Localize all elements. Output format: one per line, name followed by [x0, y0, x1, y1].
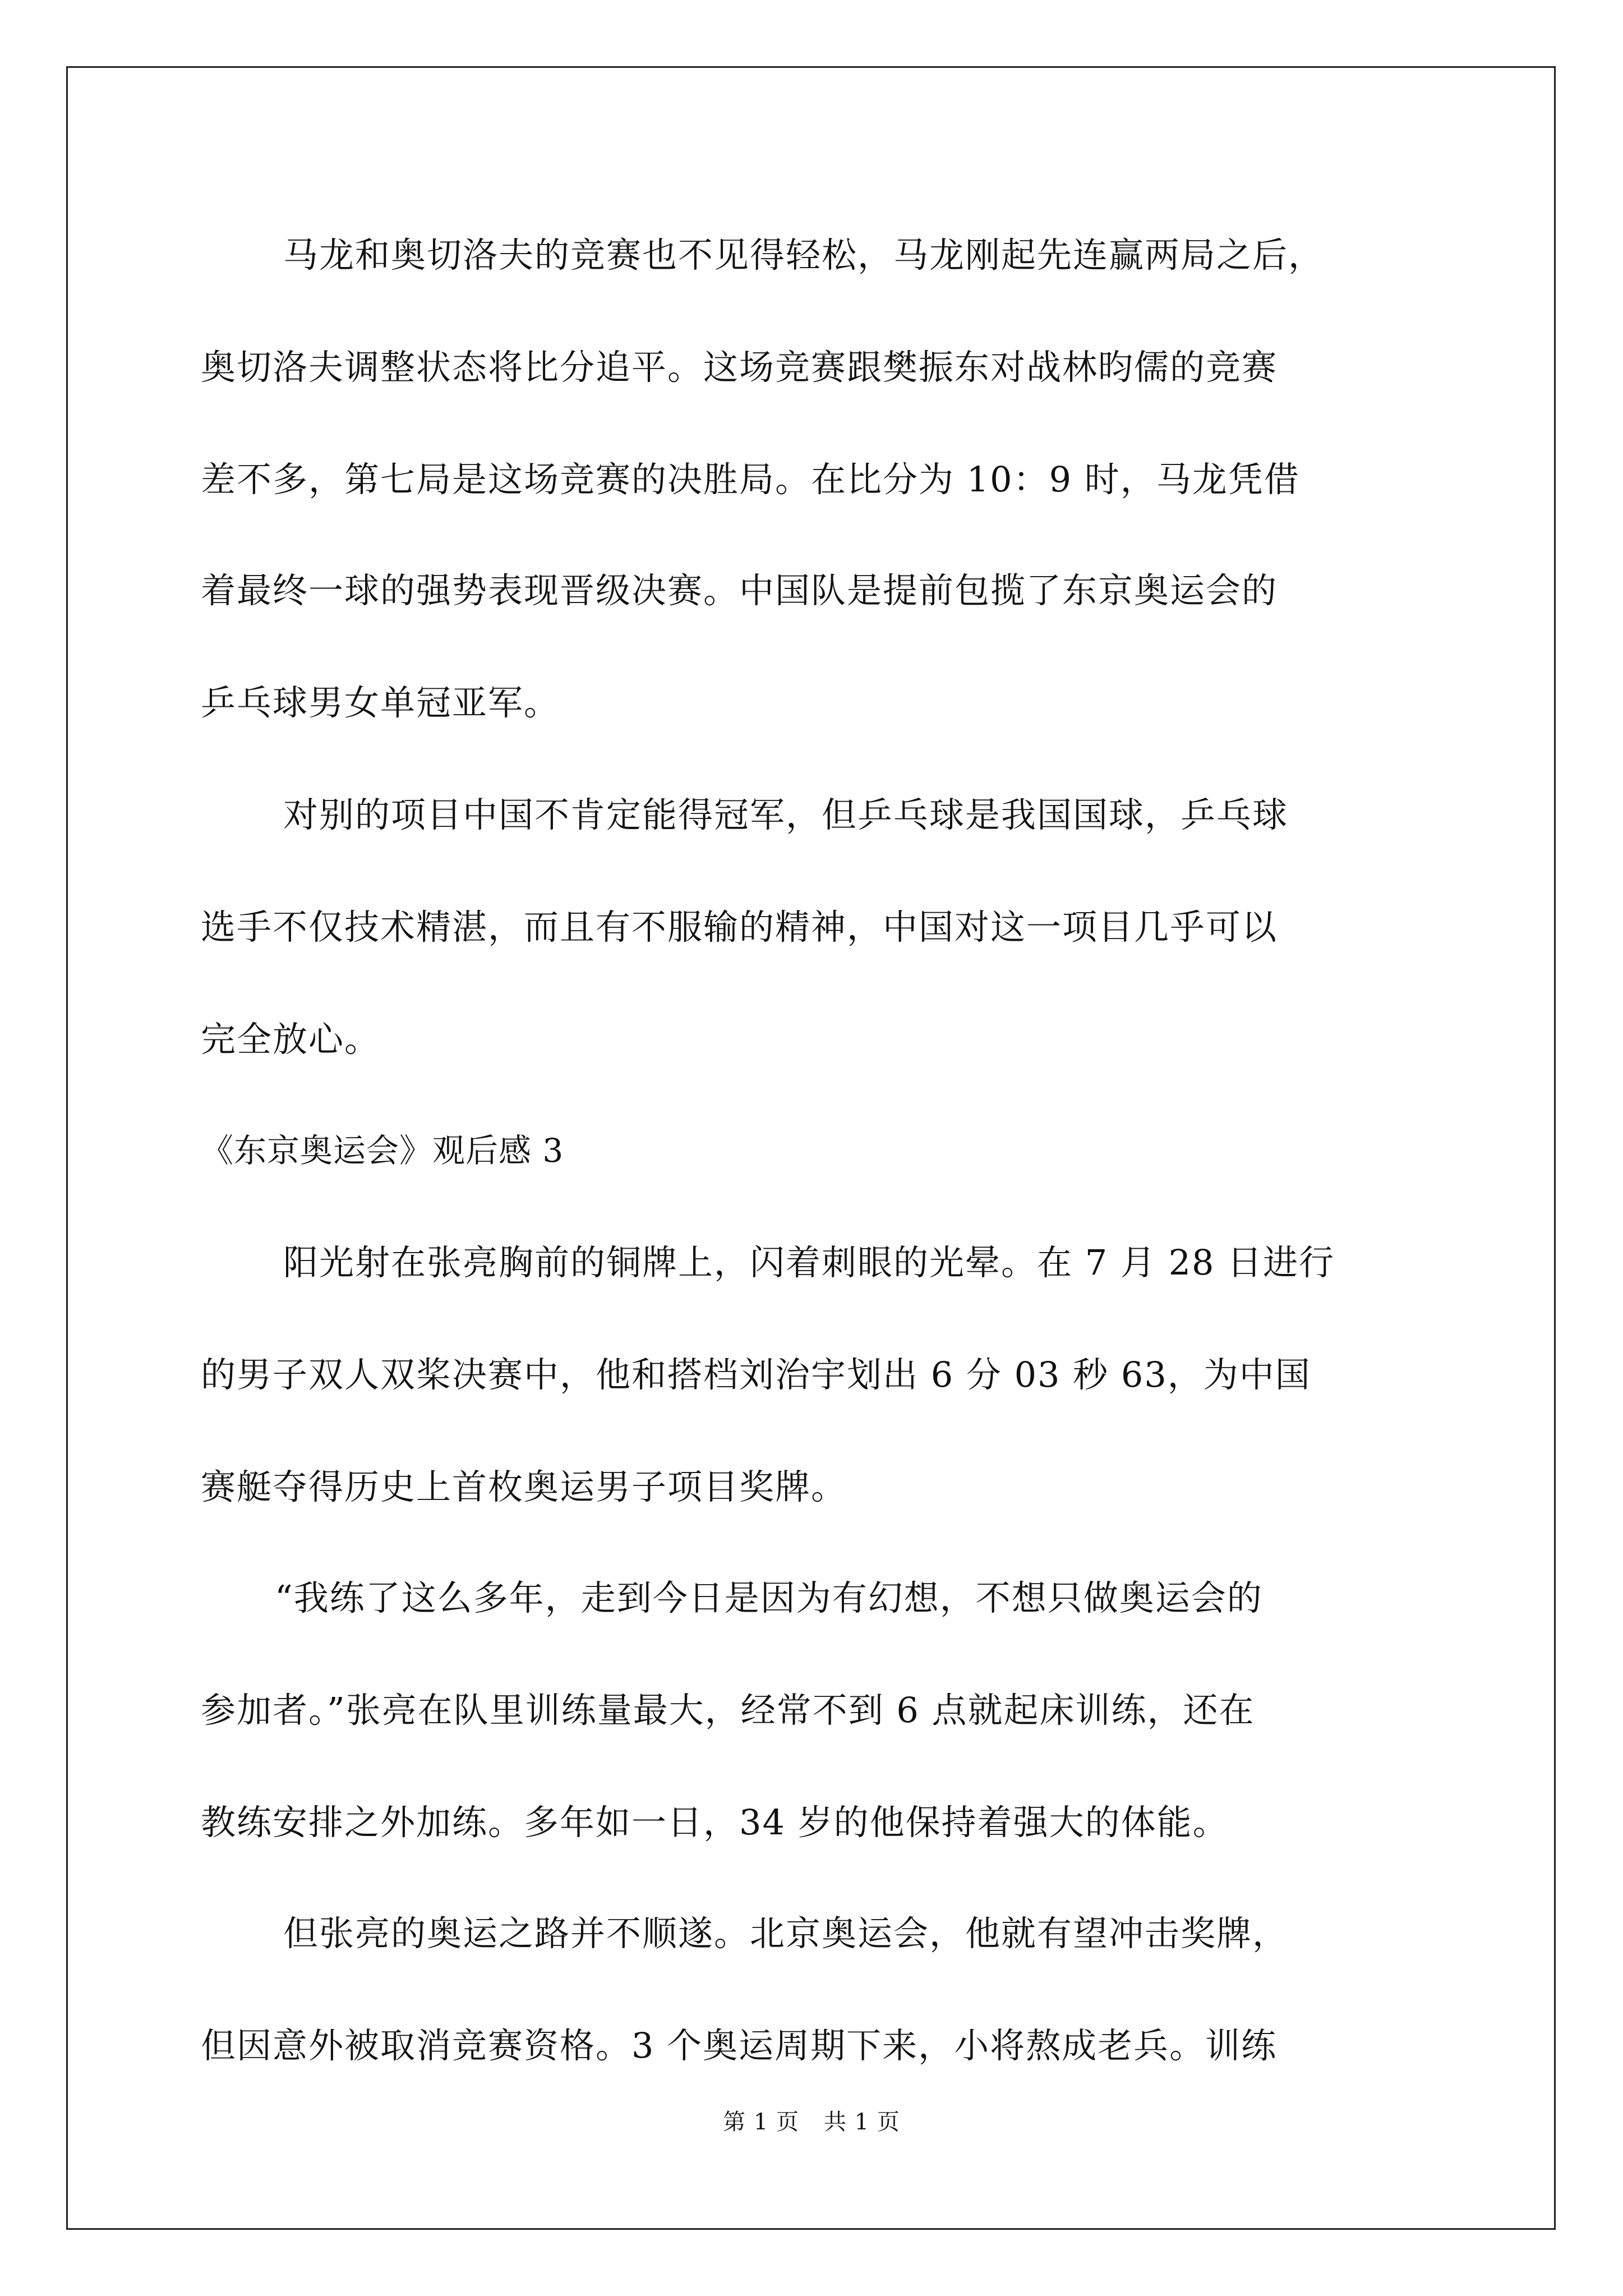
paragraph-2-line-3: 完全放心。: [201, 1019, 381, 1060]
paragraph-4-line-2: 参加者。”张亮在队里训练量最大，经常不到 6 点就起床训练，还在: [201, 1690, 1255, 1731]
paragraph-2-line-1: 对别的项目中国不肯定能得冠军，但乒乓球是我国国球，乒乓球: [283, 794, 1289, 835]
section-heading: 《东京奥运会》观后感 3: [201, 1131, 564, 1170]
paragraph-3-line-1: 阳光射在张亮胸前的铜牌上，闪着刺眼的光晕。在 7 月 28 日进行: [283, 1242, 1335, 1283]
page-total: 共 1 页: [824, 2109, 900, 2135]
page-footer: [0, 2108, 1623, 2136]
paragraph-4-line-1: “我练了这么多年，走到今日是因为有幻想，不想只做奥运会的: [275, 1577, 1263, 1618]
paragraph-3-line-2: 的男子双人双桨决赛中，他和搭档刘治宇划出 6 分 03 秒 63，为中国: [201, 1354, 1311, 1395]
page-number: 第 1 页: [723, 2109, 799, 2135]
paragraph-2-line-2: 选手不仅技术精湛，而且有不服输的精神，中国对这一项目几乎可以: [201, 907, 1278, 947]
paragraph-1-line-5: 乒乓球男女单冠亚军。: [201, 682, 560, 723]
paragraph-4-line-3: 教练安排之外加练。多年如一日，34 岁的他保持着强大的体能。: [201, 1802, 1229, 1843]
paragraph-5-line-1: 但张亮的奥运之路并不顺遂。北京奥运会，他就有望冲击奖牌，: [283, 1913, 1289, 1954]
paragraph-1-line-3: 差不多，第七局是这场竞赛的决胜局。在比分为 10：9 时，马龙凭借: [201, 459, 1300, 500]
paragraph-1-line-2: 奥切洛夫调整状态将比分追平。这场竞赛跟樊振东对战林昀儒的竞赛: [201, 347, 1278, 388]
paragraph-1-line-4: 着最终一球的强势表现晋级决赛。中国队是提前包揽了东京奥运会的: [201, 570, 1278, 611]
paragraph-1-line-1: 马龙和奥切洛夫的竞赛也不见得轻松，马龙刚起先连赢两局之后，: [283, 234, 1325, 275]
paragraph-3-line-3: 赛艇夺得历史上首枚奥运男子项目奖牌。: [201, 1466, 847, 1507]
paragraph-5-line-2: 但因意外被取消竞赛资格。3 个奥运周期下来，小将熬成老兵。训练: [201, 2025, 1278, 2066]
